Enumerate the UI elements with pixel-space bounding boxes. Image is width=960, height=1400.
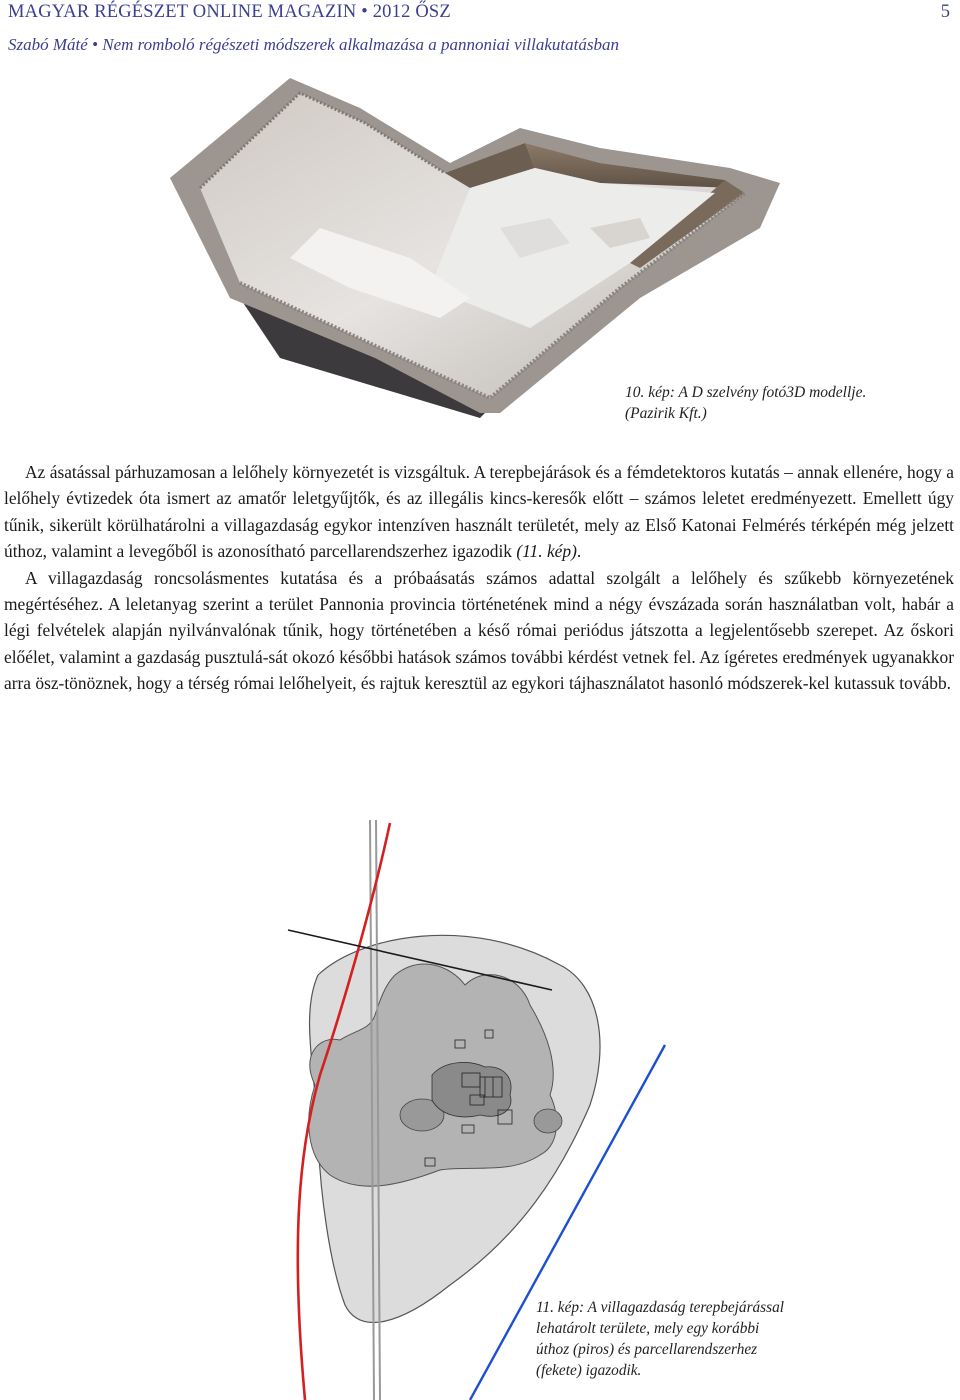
figure-11-caption-line3: úthoz (piros) és parcellarendszerhez	[536, 1341, 758, 1358]
paragraph-1-text: Az ásatással párhuzamosan a lelőhely környezetét is vizsgáltuk. A terepbejárások és a fémdetektoros kutatás – annak ellenére, hogy a lelőhely évtizedek óta ismert az amatőr leletgyűjtők, és az illegális kincs-keresők előtt – számos leletet eredményezett. Emellett úgy tűnik, sikerült körülhatárolni a villagazdaság egykor intenzíven használt területét, mely az Első Katonai Felmérés térképén még jelzett úthoz, valamint a levegőből is azonosítható parcellarendszerhez igazodik	[4, 462, 954, 562]
magazine-title: MAGYAR RÉGÉSZET ONLINE MAGAZIN • 2012 ŐSZ	[8, 2, 451, 22]
figure-11-caption-line2: lehatárolt területe, mely egy korábbi	[536, 1320, 760, 1337]
villa-building-core	[432, 1062, 511, 1116]
figure-10-caption-line2: (Pazirik Kft.)	[625, 405, 707, 422]
figure-11-caption-line1: 11. kép: A villagazdaság terepbejárással	[536, 1299, 784, 1316]
figure-10-caption-line1: 10. kép: A D szelvény fotó3D modellje.	[625, 384, 867, 401]
page-number: 5	[940, 2, 950, 22]
figure-11-reference: (11. kép)	[516, 541, 577, 562]
article-body	[4, 459, 954, 697]
paragraph-1-end: .	[576, 541, 582, 562]
figure-11-caption	[536, 1297, 856, 1381]
paragraph-2: A villagazdaság roncsolásmentes kutatása és a próbaásatás számos adattal szolgált a lelőhely és szűkebb környezetének megértéséhez. A leletanyag szerint a terület Pannonia provincia történetének mind a négy évszázada során használatban volt, habár a légi felvételek alapján nyilvánvalónak tűnik, hogy történetében a késő római periódus játszotta a legjelentősebb szerepet. Az őskori előélet, valamint a gazdaság pusztulá-sát okozó későbbi hatások számos további kérdést vetnek fel. Az ígéretes eredmények ugyanakkor arra ösz-tönöznek, hogy a térség római lelőhelyeit, és rajtuk keresztül az egykori tájhasználatot hasonló módszerek-kel kutassuk tovább.	[4, 567, 954, 694]
figure-11-caption-line4: (fekete) igazodik.	[536, 1362, 642, 1379]
find-concentration-2	[534, 1109, 562, 1133]
article-subtitle: Szabó Máté • Nem romboló régészeti módszerek alkalmazása a pannoniai villakutatásban	[8, 35, 619, 54]
figure-10-caption	[625, 382, 945, 424]
paragraph-1	[4, 459, 954, 565]
